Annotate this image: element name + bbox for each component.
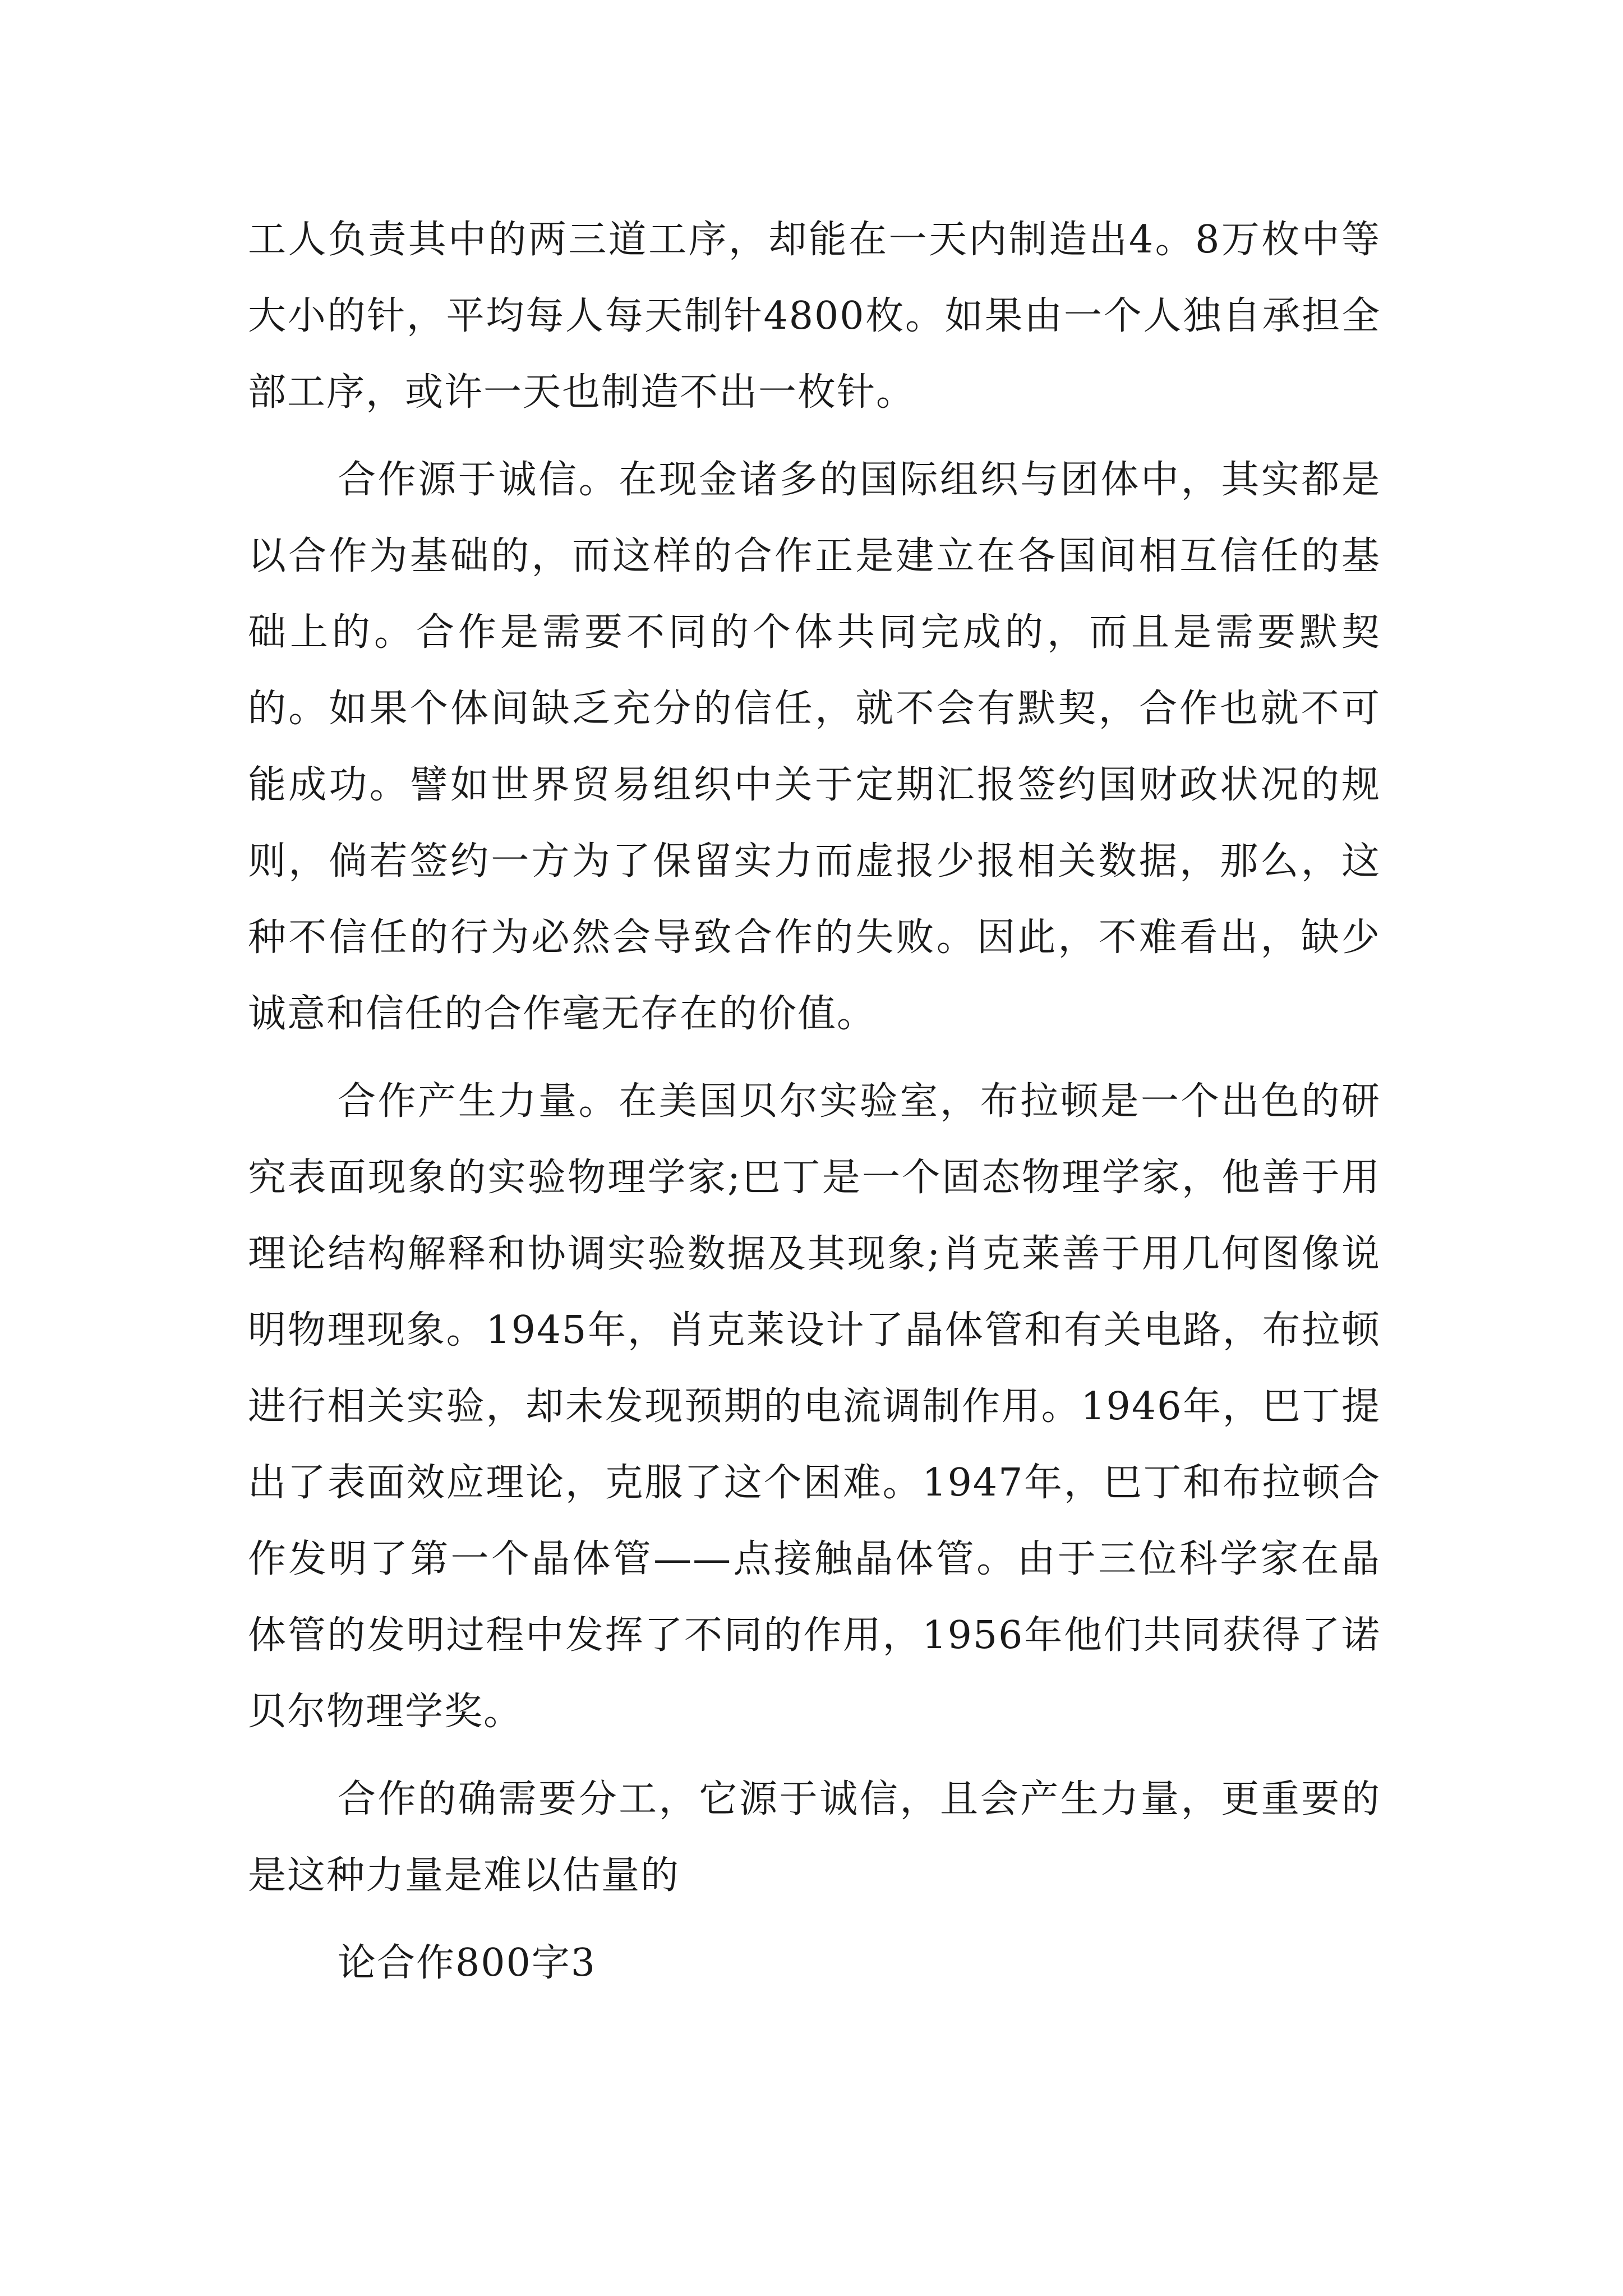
paragraph-1: 工人负责其中的两三道工序，却能在一天内制造出4。8万枚中等大小的针，平均每人每天制针4800枚。如果由一个人独自承担全部工序，或许一天也制造不出一枚针。 [248,218,1381,415]
paragraph-4: 合作的确需要分工，它源于诚信，且会产生力量，更重要的是这种力量是难以估量的 [248,1777,1381,1898]
document-body [248,202,1381,2013]
paragraph-3: 合作产生力量。在美国贝尔实验室，布拉顿是一个出色的研究表面现象的实验物理学家;巴丁是一个固态物理学家，他善于用理论结构解释和协调实验数据及其现象;肖克莱善于用几何图像说明物理现象。1945年，肖克莱设计了晶体管和有关电路，布拉顿进行相关实验，却未发现预期的电流调制作用。1946年，巴丁提出了表面效应理论，克服了这个困难。1947年，巴丁和布拉顿合作发明了第一个晶体管——点接触晶体管。由于三位科学家在晶体管的发明过程中发挥了不同的作用，1956年他们共同获得了诺贝尔物理学奖。 [248,1079,1381,1734]
paragraph-2: 合作源于诚信。在现金诸多的国际组织与团体中，其实都是以合作为基础的，而这样的合作正是建立在各国间相互信任的基础上的。合作是需要不同的个体共同完成的，而且是需要默契的。如果个体间缺乏充分的信任，就不会有默契，合作也就不可能成功。譬如世界贸易组织中关于定期汇报签约国财政状况的规则，倘若签约一方为了保留实力而虚报少报相关数据，那么，这种不信任的行为必然会导致合作的失败。因此，不难看出，缺少诚意和信任的合作毫无存在的价值。 [248,458,1381,1036]
section-heading: 论合作800字3 [338,1941,597,1985]
